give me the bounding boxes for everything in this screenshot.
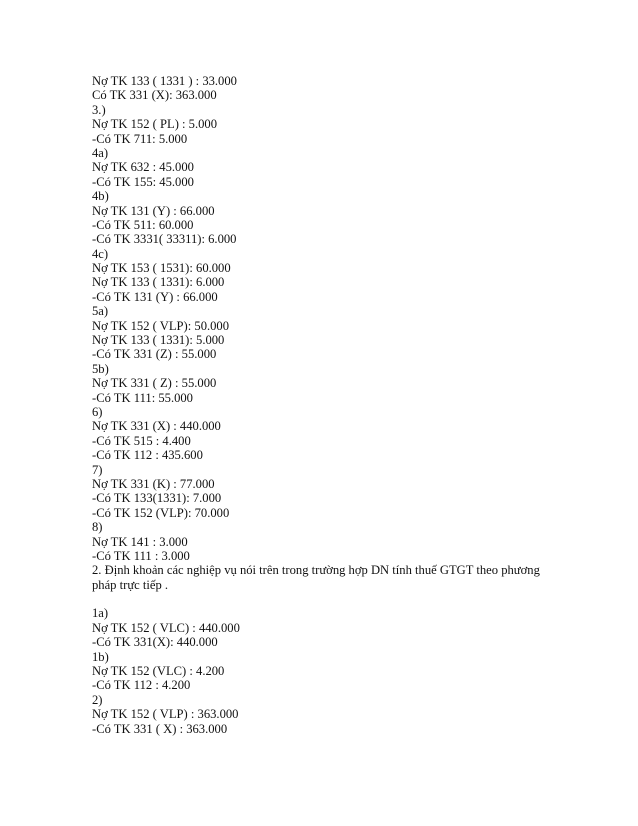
journal-entries-part1	[92, 74, 562, 563]
entry-line: 4c)	[92, 246, 109, 261]
entry-line: -Có TK 515 : 4.400	[92, 433, 191, 448]
entry-line: -Có TK 711: 5.000	[92, 131, 188, 146]
entry-line: 2)	[92, 692, 103, 707]
entry-line: Nợ TK 331 (X) : 440.000	[92, 419, 221, 434]
entry-line: 6)	[92, 404, 103, 419]
entry-line: Có TK 331 (X): 363.000	[92, 88, 217, 103]
entry-line: -Có TK 155: 45.000	[92, 174, 194, 189]
entry-line: -Có TK 112 : 4.200	[92, 678, 191, 693]
entry-line: -Có TK 331 ( X) : 363.000	[92, 721, 228, 736]
journal-entries-part2	[92, 606, 562, 736]
entry-line: 8)	[92, 520, 103, 535]
entry-line: -Có TK 111: 55.000	[92, 390, 193, 405]
entry-line: Nợ TK 152 (VLC) : 4.200	[92, 664, 225, 679]
entry-line: -Có TK 331 (Z) : 55.000	[92, 347, 217, 362]
entry-line: 1b)	[92, 649, 109, 664]
entry-line: 5b)	[92, 361, 109, 376]
entry-line: Nợ TK 131 (Y) : 66.000	[92, 203, 215, 218]
entry-line: -Có TK 111 : 3.000	[92, 548, 190, 563]
entry-line: Nợ TK 331 (K) : 77.000	[92, 476, 215, 491]
entry-line: Nợ TK 141 : 3.000	[92, 534, 188, 549]
entry-line: -Có TK 131 (Y) : 66.000	[92, 289, 218, 304]
entry-line: Nợ TK 152 ( VLP): 50.000	[92, 318, 230, 333]
entry-line: -Có TK 3331( 33311): 6.000	[92, 232, 237, 247]
entry-line: Nợ TK 331 ( Z) : 55.000	[92, 376, 217, 391]
entry-line: Nợ TK 152 ( VLC) : 440.000	[92, 620, 240, 635]
entry-line: Nợ TK 133 ( 1331): 6.000	[92, 275, 225, 290]
entry-line: Nợ TK 632 : 45.000	[92, 160, 194, 175]
entry-line: 3.)	[92, 102, 106, 117]
entry-line: 1a)	[92, 606, 109, 621]
entry-line: -Có TK 133(1331): 7.000	[92, 491, 222, 506]
entry-line: -Có TK 511: 60.000	[92, 217, 194, 232]
document-body	[92, 74, 562, 736]
entry-line: 4a)	[92, 145, 109, 160]
entry-line: Nợ TK 133 ( 1331 ) : 33.000	[92, 74, 237, 88]
entry-line: 7)	[92, 462, 103, 477]
entry-line: 5a)	[92, 304, 109, 319]
section-2-heading: 2. Định khoản các nghiệp vụ nói trên trong trường hợp DN tính thuế GTGT theo phương pháp trực tiếp .	[92, 563, 540, 592]
entry-line: Nợ TK 153 ( 1531): 60.000	[92, 261, 231, 276]
entry-line: Nợ TK 152 ( VLP) : 363.000	[92, 707, 239, 722]
entry-line: Nợ TK 133 ( 1331): 5.000	[92, 333, 225, 348]
entry-line: Nợ TK 152 ( PL) : 5.000	[92, 117, 218, 132]
entry-line: -Có TK 152 (VLP): 70.000	[92, 505, 230, 520]
blank-line	[92, 592, 562, 606]
entry-line: -Có TK 112 : 435.600	[92, 448, 203, 463]
entry-line: 4b)	[92, 189, 109, 204]
entry-line: -Có TK 331(X): 440.000	[92, 635, 218, 650]
